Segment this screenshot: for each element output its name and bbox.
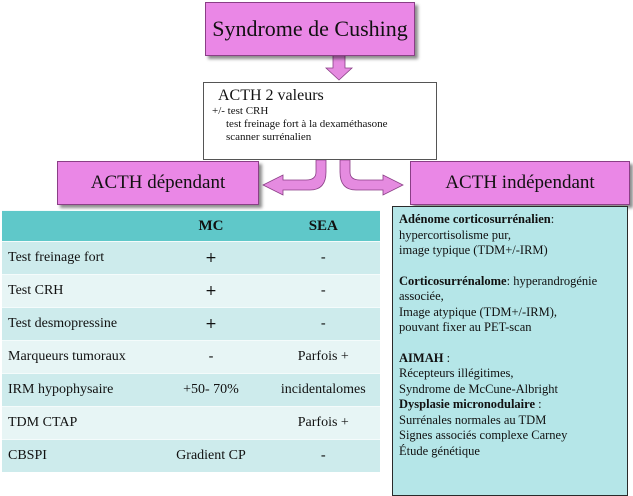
- acth-dependant-box: [57, 161, 259, 205]
- arrow-left: [263, 160, 326, 195]
- table-cell: -: [267, 308, 380, 341]
- section-line: Signes associés complexe Carney: [399, 428, 568, 442]
- section-line: Étude génétique: [399, 443, 480, 458]
- table-cell: -: [267, 275, 380, 308]
- center-line-2: test freinage fort à la dexaméthasone: [226, 118, 388, 130]
- table-cell: Test freinage fort: [2, 242, 155, 275]
- title-box: [205, 2, 415, 56]
- table-header-cell: [2, 211, 155, 242]
- table-cell: +: [155, 308, 266, 341]
- section-line: pouvant fixer au PET-scan: [399, 320, 532, 334]
- section-colon: :: [535, 397, 542, 411]
- table-cell: Test CRH: [2, 275, 155, 308]
- section-line: Syndrome de McCune-Albright: [399, 381, 559, 396]
- table-cell: -: [155, 341, 266, 374]
- table-cell: [155, 407, 266, 440]
- center-box: [203, 82, 437, 160]
- section-colon: :: [443, 350, 451, 365]
- table-row: [2, 341, 380, 374]
- section-dysplasie: [399, 397, 621, 413]
- table-header-cell: SEA: [267, 211, 380, 242]
- section-title: AIMAH: [399, 350, 444, 365]
- table-row: [2, 242, 380, 275]
- table-header-row: [2, 211, 380, 242]
- table-cell: incidentalomes: [267, 374, 380, 407]
- acth-independant-label: ACTH indépendant: [445, 172, 595, 193]
- table-cell: Parfois +: [267, 407, 380, 440]
- table-row: [2, 275, 380, 308]
- table-row: [2, 440, 380, 473]
- section-colon: :: [550, 212, 555, 226]
- comparison-table: [2, 210, 380, 472]
- acth-dependant-label: ACTH dépendant: [90, 172, 226, 193]
- table-cell: +: [155, 242, 266, 275]
- section-line: Image atypique (TDM+/-IRM),: [399, 304, 558, 319]
- table-cell: -: [267, 440, 380, 473]
- section-title: Adénome corticosurrénalien: [399, 212, 551, 226]
- table-cell: +50- 70%: [155, 374, 266, 407]
- section-aimah: [399, 351, 621, 367]
- section-line: Récepteurs illégitimes,: [399, 366, 514, 380]
- table-cell: IRM hypophysaire: [2, 374, 155, 407]
- table-cell: TDM CTAP: [2, 407, 155, 440]
- title-text: Syndrome de Cushing: [212, 16, 408, 41]
- table-row: [2, 374, 380, 407]
- table-cell: Parfois +: [267, 341, 380, 374]
- section-rest: : hyperandrogénie: [506, 273, 598, 288]
- table-cell: CBSPI: [2, 440, 155, 473]
- center-title: ACTH 2 valeurs: [218, 87, 324, 104]
- table-cell: -: [267, 242, 380, 275]
- table-header-cell: MC: [155, 211, 266, 242]
- arrow-right: [340, 160, 403, 195]
- table-cell: +: [155, 275, 266, 308]
- section-line: associée,: [399, 289, 444, 303]
- section-title: Dysplasie micronodulaire: [399, 397, 536, 411]
- table-row: [2, 308, 380, 341]
- section-line: hypercortisolisme pur,: [399, 227, 511, 242]
- section-corticosurrenalome: [399, 274, 621, 290]
- section-line: image typique (TDM+/-IRM): [399, 243, 548, 257]
- arrow-down: [326, 55, 352, 80]
- section-title: Corticosurrénalome: [399, 273, 507, 288]
- center-line-3: scanner surrénalien: [226, 131, 312, 143]
- section-line: Surrénales normales au TDM: [399, 412, 547, 427]
- table-cell: Gradient CP: [155, 440, 266, 473]
- independant-causes-panel: [392, 206, 628, 496]
- section-adenome: [399, 212, 621, 228]
- table-row: [2, 407, 380, 440]
- table-cell: Test desmopressine: [2, 308, 155, 341]
- table-cell: Marqueurs tumoraux: [2, 341, 155, 374]
- center-line-1: +/- test CRH: [212, 105, 269, 117]
- acth-independant-box: [410, 161, 630, 205]
